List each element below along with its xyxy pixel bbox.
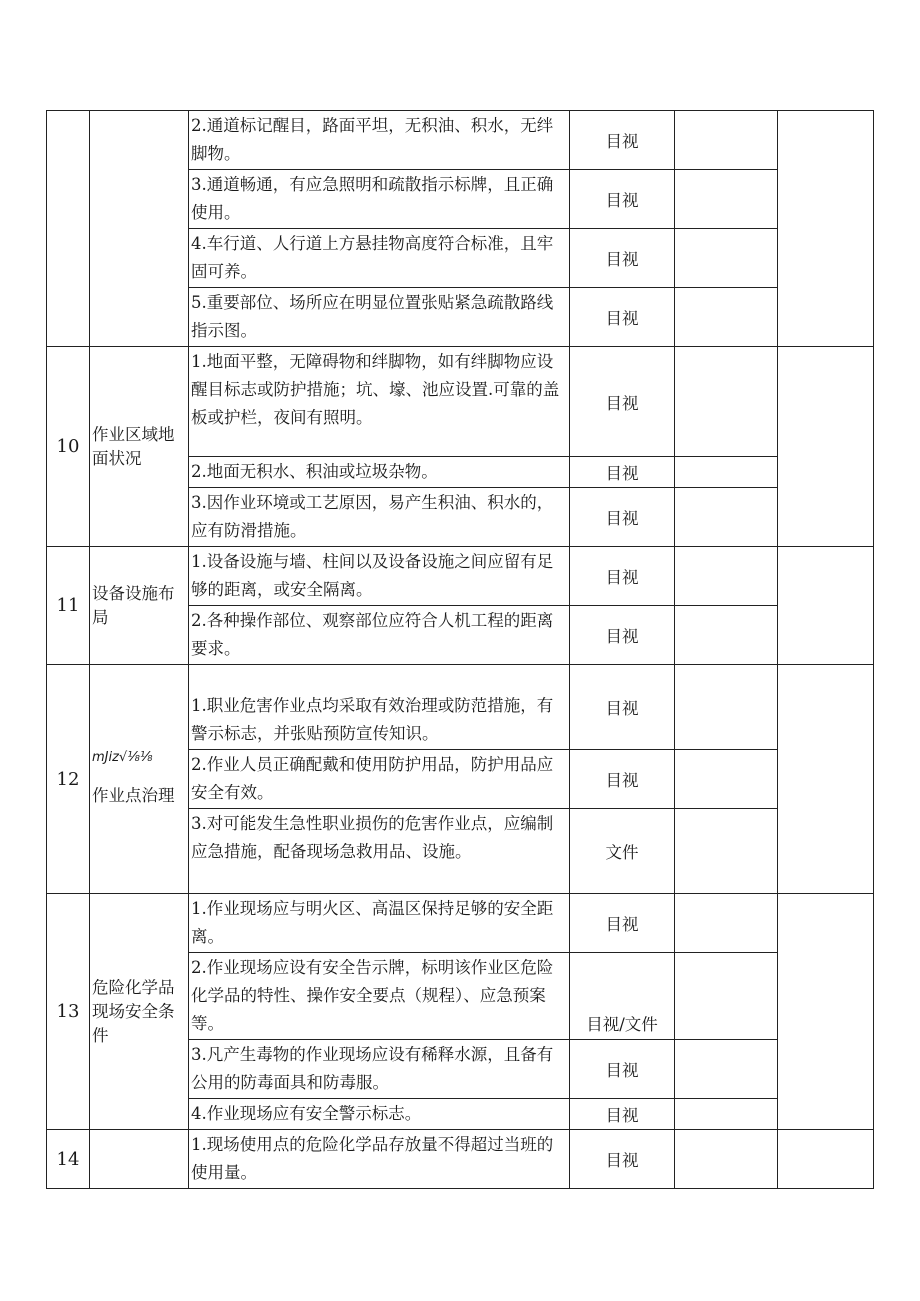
check-item [90, 1130, 189, 1189]
check-method: 目视 [570, 547, 675, 606]
result-cell [675, 170, 778, 229]
table-row [47, 1130, 874, 1189]
requirement: 1.作业现场应与明火区、高温区保持足够的安全距离。 [189, 894, 570, 953]
result-cell [675, 347, 778, 457]
requirement: 1.职业危害作业点均采取有效治理或防范措施，有警示标志，并张贴预防宣传知识。 [189, 665, 570, 750]
row-number: 14 [47, 1130, 90, 1189]
check-method: 目视 [570, 170, 675, 229]
check-method: 目视 [570, 1099, 675, 1130]
garbled-label: mJiz√⅛⅛ [92, 750, 153, 765]
check-item [90, 665, 189, 894]
remark-cell [778, 1130, 874, 1189]
result-cell [675, 1040, 778, 1099]
result-cell [675, 457, 778, 488]
remark-cell [778, 111, 874, 347]
check-method: 目视 [570, 488, 675, 547]
check-method: 目视 [570, 1130, 675, 1189]
remark-cell [778, 894, 874, 1130]
check-method: 目视 [570, 606, 675, 665]
result-cell [675, 809, 778, 894]
check-item: 危险化学品现场安全条件 [90, 894, 189, 1130]
requirement: 1.现场使用点的危险化学品存放量不得超过当班的使用量。 [189, 1130, 570, 1189]
requirement: 1.设备设施与墙、柱间以及设备设施之间应留有足够的距离，或安全隔离。 [189, 547, 570, 606]
requirement: 1.地面平整，无障碍物和绊脚物，如有绊脚物应设醒目标志或防护措施；坑、壕、池应设置.可靠的盖板或护栏，夜间有照明。 [189, 347, 570, 457]
result-cell [675, 111, 778, 170]
row-number: 13 [47, 894, 90, 1130]
remark-cell [778, 547, 874, 665]
result-cell [675, 1099, 778, 1130]
check-method: 目视 [570, 111, 675, 170]
requirement: 3.对可能发生急性职业损伤的危害作业点，应编制应急措施，配备现场急救用品、设施。 [189, 809, 570, 894]
requirement: 2.作业现场应设有安全告示牌，标明该作业区危险化学品的特性、操作安全要点（规程）、应急预案等。 [189, 953, 570, 1040]
result-cell [675, 953, 778, 1040]
result-cell [675, 288, 778, 347]
table-row [47, 347, 874, 457]
check-method: 目视 [570, 288, 675, 347]
result-cell [675, 547, 778, 606]
result-cell [675, 229, 778, 288]
check-method: 目视 [570, 457, 675, 488]
result-cell [675, 665, 778, 750]
table-row [47, 547, 874, 606]
result-cell [675, 1130, 778, 1189]
requirement: 4.车行道、人行道上方悬挂物高度符合标准，且牢固可养。 [189, 229, 570, 288]
check-method: 目视 [570, 347, 675, 457]
check-method: 目视 [570, 894, 675, 953]
result-cell [675, 750, 778, 809]
row-number: 10 [47, 347, 90, 547]
table-row [47, 111, 874, 170]
requirement: 3.因作业环境或工艺原因，易产生积油、积水的，应有防滑措施。 [189, 488, 570, 547]
requirement: 4.作业现场应有安全警示标志。 [189, 1099, 570, 1130]
remark-cell [778, 347, 874, 547]
check-method: 目视/文件 [570, 953, 675, 1040]
result-cell [675, 894, 778, 953]
table-row [47, 894, 874, 953]
row-number: 12 [47, 665, 90, 894]
requirement: 2.作业人员正确配戴和使用防护用品，防护用品应安全有效。 [189, 750, 570, 809]
check-method: 文件 [570, 809, 675, 894]
requirement: 2.通道标记醒目，路面平坦，无积油、积水，无绊脚物。 [189, 111, 570, 170]
requirement: 5.重要部位、场所应在明显位置张贴紧急疏散路线指示图。 [189, 288, 570, 347]
check-method: 目视 [570, 665, 675, 750]
check-item [90, 111, 189, 347]
requirement: 2.各种操作部位、观察部位应符合人机工程的距离要求。 [189, 606, 570, 665]
remark-cell [778, 665, 874, 894]
requirement: 2.地面无积水、积油或垃圾杂物。 [189, 457, 570, 488]
check-method: 目视 [570, 1040, 675, 1099]
check-method: 目视 [570, 229, 675, 288]
result-cell [675, 606, 778, 665]
result-cell [675, 488, 778, 547]
row-number [47, 111, 90, 347]
inspection-table [46, 110, 874, 1189]
row-number: 11 [47, 547, 90, 665]
requirement: 3.凡产生毒物的作业现场应设有稀释水源，且备有公用的防毒面具和防毒服。 [189, 1040, 570, 1099]
check-item-label: 作业点治理 [92, 786, 175, 805]
table-row [47, 665, 874, 750]
requirement: 3.通道畅通，有应急照明和疏散指示标牌，且正确使用。 [189, 170, 570, 229]
check-item: 设备设施布局 [90, 547, 189, 665]
check-method: 目视 [570, 750, 675, 809]
check-item: 作业区域地面状况 [90, 347, 189, 547]
